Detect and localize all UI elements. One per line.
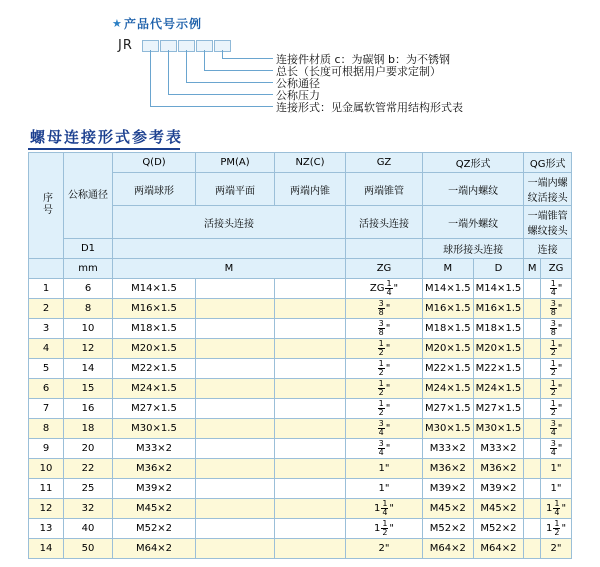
header-sub-qz-m: M: [423, 259, 474, 279]
cell-pm: [196, 279, 275, 299]
header-group-pm: PM(A): [196, 153, 275, 173]
cell-dn: 50: [64, 539, 113, 559]
cell-dn: 32: [64, 499, 113, 519]
cell-q: M30×1.5: [113, 419, 196, 439]
header-blank-2: [346, 239, 423, 259]
cell-qg-zg: 1 $\frac{1}{2}$ ": [541, 519, 572, 539]
header-group-qz: QZ形式: [423, 153, 524, 173]
diagram-label-pressure: 公称压力: [276, 89, 320, 102]
diagram-label-conn-type: 连接形式：见金属软管常用结构形式表: [276, 101, 463, 114]
code-prefix: JR: [118, 38, 133, 53]
cell-qg-m: [524, 399, 541, 419]
cell-q: M45×2: [113, 499, 196, 519]
table-row: [29, 399, 572, 419]
cell-qz-m: M22×1.5: [423, 359, 474, 379]
cell-nz: [275, 399, 346, 419]
cell-qg-zg: $\frac{3}{4}$ ": [541, 439, 572, 459]
cell-dn: 6: [64, 279, 113, 299]
cell-nz: [275, 339, 346, 359]
cell-seq: 1: [29, 279, 64, 299]
cell-qz-m: M20×1.5: [423, 339, 474, 359]
cell-gz: $\frac{1}{2}$ ": [346, 359, 423, 379]
cell-pm: [196, 539, 275, 559]
cell-nz: [275, 299, 346, 319]
header-type-pm: 两端平面: [196, 173, 275, 206]
header-type-nz: 两端内锥: [275, 173, 346, 206]
cell-dn: 20: [64, 439, 113, 459]
cell-gz: $\frac{1}{2}$ ": [346, 399, 423, 419]
cell-qg-m: [524, 339, 541, 359]
header-dn-text: 公称通径: [68, 190, 108, 201]
cell-qz-m: M18×1.5: [423, 319, 474, 339]
cell-qz-m: M27×1.5: [423, 399, 474, 419]
cell-qg-m: [524, 419, 541, 439]
cell-qz-d: M18×1.5: [473, 319, 524, 339]
cell-seq: 10: [29, 459, 64, 479]
cell-gz: ZG $\frac{1}{4}$ ": [346, 279, 423, 299]
cell-nz: [275, 439, 346, 459]
cell-nz: [275, 539, 346, 559]
cell-pm: [196, 439, 275, 459]
cell-qg-m: [524, 379, 541, 399]
cell-q: M64×2: [113, 539, 196, 559]
cell-qz-m: M45×2: [423, 499, 474, 519]
cell-gz: 2": [346, 539, 423, 559]
table-row: [29, 539, 572, 559]
cell-qg-zg: $\frac{1}{2}$ ": [541, 399, 572, 419]
cell-qz-m: M30×1.5: [423, 419, 474, 439]
header-type-qg: 一端内螺纹活接头: [524, 173, 572, 206]
cell-seq: 11: [29, 479, 64, 499]
diagram-label-material: 连接件材质 c：为碳钢 b：为不锈钢: [276, 53, 451, 66]
table-row: [29, 439, 572, 459]
cell-q: M22×1.5: [113, 359, 196, 379]
cell-qz-m: M39×2: [423, 479, 474, 499]
cell-gz: $\frac{3}{8}$ ": [346, 299, 423, 319]
cell-pm: [196, 299, 275, 319]
cell-qz-d: M64×2: [473, 539, 524, 559]
cell-dn: 10: [64, 319, 113, 339]
cell-q: M27×1.5: [113, 399, 196, 419]
cell-nz: [275, 459, 346, 479]
header-sub-zg: ZG: [346, 259, 423, 279]
header-type-qz: 一端内螺纹: [423, 173, 524, 206]
cell-q: M18×1.5: [113, 319, 196, 339]
cell-qz-d: M52×2: [473, 519, 524, 539]
cell-dn: 8: [64, 299, 113, 319]
cell-nz: [275, 279, 346, 299]
cell-qz-d: M33×2: [473, 439, 524, 459]
title-underline: [28, 148, 180, 150]
cell-q: M33×2: [113, 439, 196, 459]
cell-gz: $\frac{3}{4}$ ": [346, 419, 423, 439]
cell-qg-m: [524, 359, 541, 379]
cell-gz: $\frac{3}{8}$ ": [346, 319, 423, 339]
cell-qg-m: [524, 279, 541, 299]
header-group-qg: QG形式: [524, 153, 572, 173]
cell-seq: 4: [29, 339, 64, 359]
cell-qz-d: M39×2: [473, 479, 524, 499]
cell-q: M24×1.5: [113, 379, 196, 399]
cell-gz: $\frac{1}{2}$ ": [346, 379, 423, 399]
cell-qg-zg: $\frac{1}{4}$ ": [541, 279, 572, 299]
header-blank-1: [113, 239, 346, 259]
cell-nz: [275, 379, 346, 399]
cell-seq: 5: [29, 359, 64, 379]
cell-qg-m: [524, 479, 541, 499]
header-qz-merge: 球形接头连接: [423, 239, 524, 259]
cell-dn: 18: [64, 419, 113, 439]
header-dn: [64, 153, 113, 239]
table-body: [29, 279, 572, 559]
header-sub-qg-m: M: [524, 259, 541, 279]
cell-qg-zg: $\frac{3}{8}$ ": [541, 319, 572, 339]
cell-seq: 12: [29, 499, 64, 519]
cell-gz: $\frac{1}{2}$ ": [346, 339, 423, 359]
cell-dn: 40: [64, 519, 113, 539]
cell-qz-m: M24×1.5: [423, 379, 474, 399]
cell-qg-m: [524, 439, 541, 459]
cell-q: M36×2: [113, 459, 196, 479]
diagram-label-length: 总长（长度可根据用户要求定制）: [276, 65, 441, 78]
table-row: [29, 519, 572, 539]
header-seq: [29, 153, 64, 259]
nut-connection-table: [28, 152, 572, 559]
header-group-nz: NZ(C): [275, 153, 346, 173]
cell-qz-d: M36×2: [473, 459, 524, 479]
header-group-q: Q(D): [113, 153, 196, 173]
table-header-row-units: [29, 259, 572, 279]
cell-pm: [196, 359, 275, 379]
cell-nz: [275, 319, 346, 339]
cell-qz-m: M36×2: [423, 459, 474, 479]
cell-seq: 14: [29, 539, 64, 559]
cell-dn: 15: [64, 379, 113, 399]
header-group-gz: GZ: [346, 153, 423, 173]
cell-pm: [196, 459, 275, 479]
cell-qz-m: M33×2: [423, 439, 474, 459]
cell-seq: 6: [29, 379, 64, 399]
cell-qg-m: [524, 539, 541, 559]
cell-dn: 16: [64, 399, 113, 419]
cell-qg-zg: 1": [541, 479, 572, 499]
table-row: [29, 279, 572, 299]
cell-pm: [196, 319, 275, 339]
table-row: [29, 319, 572, 339]
product-code-diagram: [0, 0, 600, 118]
cell-q: M39×2: [113, 479, 196, 499]
header-type-q: 两端球形: [113, 173, 196, 206]
cell-qg-m: [524, 499, 541, 519]
cell-qz-d: M27×1.5: [473, 399, 524, 419]
cell-seq: 9: [29, 439, 64, 459]
diagram-title: 产品代号示例: [124, 17, 203, 31]
cell-nz: [275, 419, 346, 439]
table-row: [29, 359, 572, 379]
table-row: [29, 419, 572, 439]
cell-dn: 22: [64, 459, 113, 479]
cell-pm: [196, 379, 275, 399]
header-conn-qz: 一端外螺纹: [423, 206, 524, 239]
cell-qg-m: [524, 459, 541, 479]
cell-qz-d: M30×1.5: [473, 419, 524, 439]
cell-gz: $\frac{3}{4}$ ": [346, 439, 423, 459]
cell-pm: [196, 399, 275, 419]
table-header-row-d1: [29, 239, 572, 259]
cell-qg-zg: 1": [541, 459, 572, 479]
cell-qz-m: M52×2: [423, 519, 474, 539]
cell-pm: [196, 419, 275, 439]
table-row: [29, 479, 572, 499]
cell-qz-d: M20×1.5: [473, 339, 524, 359]
cell-qg-m: [524, 519, 541, 539]
cell-gz: 1 $\frac{1}{2}$ ": [346, 519, 423, 539]
cell-pm: [196, 339, 275, 359]
table-row: [29, 499, 572, 519]
cell-pm: [196, 479, 275, 499]
cell-nz: [275, 499, 346, 519]
header-unit-seq: [29, 259, 64, 279]
cell-seq: 8: [29, 419, 64, 439]
cell-qg-m: [524, 299, 541, 319]
header-conn-gz: 活接头连接: [346, 206, 423, 239]
cell-qg-zg: $\frac{3}{4}$ ": [541, 419, 572, 439]
cell-qz-m: M16×1.5: [423, 299, 474, 319]
cell-q: M14×1.5: [113, 279, 196, 299]
cell-qz-d: M16×1.5: [473, 299, 524, 319]
header-unit-mm: mm: [64, 259, 113, 279]
cell-qg-zg: $\frac{1}{2}$ ": [541, 359, 572, 379]
header-type-gz: 两端锥管: [346, 173, 423, 206]
leader-line-5: [150, 50, 273, 107]
table-row: [29, 379, 572, 399]
header-conn-left: 活接头连接: [113, 206, 346, 239]
cell-q: M20×1.5: [113, 339, 196, 359]
cell-gz: 1": [346, 479, 423, 499]
table-row: [29, 299, 572, 319]
header-qg-merge: 连接: [524, 239, 572, 259]
cell-qz-d: M14×1.5: [473, 279, 524, 299]
cell-qg-zg: $\frac{1}{2}$ ": [541, 339, 572, 359]
cell-dn: 14: [64, 359, 113, 379]
cell-seq: 3: [29, 319, 64, 339]
header-sub-m: M: [113, 259, 346, 279]
cell-gz: 1": [346, 459, 423, 479]
table-row: [29, 339, 572, 359]
header-seq-text: 序号: [40, 192, 52, 216]
cell-q: M52×2: [113, 519, 196, 539]
cell-pm: [196, 519, 275, 539]
diagram-label-dn: 公称通径: [276, 77, 320, 90]
cell-qz-d: M45×2: [473, 499, 524, 519]
header-d1: D1: [64, 239, 113, 259]
cell-qg-zg: 2": [541, 539, 572, 559]
cell-dn: 12: [64, 339, 113, 359]
page-title: 螺母连接形式参考表: [30, 128, 184, 146]
cell-qz-d: M24×1.5: [473, 379, 524, 399]
cell-qg-zg: $\frac{3}{8}$ ": [541, 299, 572, 319]
header-sub-qz-d: D: [473, 259, 524, 279]
table-row: [29, 459, 572, 479]
cell-seq: 2: [29, 299, 64, 319]
cell-pm: [196, 499, 275, 519]
header-sub-qg-zg: ZG: [541, 259, 572, 279]
cell-gz: 1 $\frac{1}{4}$ ": [346, 499, 423, 519]
header-conn-qg: 一端锥管螺纹接头: [524, 206, 572, 239]
cell-nz: [275, 359, 346, 379]
cell-seq: 7: [29, 399, 64, 419]
cell-qg-m: [524, 319, 541, 339]
cell-qz-m: M14×1.5: [423, 279, 474, 299]
cell-q: M16×1.5: [113, 299, 196, 319]
star-icon: ★: [112, 17, 122, 30]
cell-nz: [275, 479, 346, 499]
cell-qg-zg: $\frac{1}{2}$ ": [541, 379, 572, 399]
cell-qz-d: M22×1.5: [473, 359, 524, 379]
table-header-row-groups: [29, 153, 572, 173]
cell-qg-zg: 1 $\frac{1}{4}$ ": [541, 499, 572, 519]
cell-nz: [275, 519, 346, 539]
cell-dn: 25: [64, 479, 113, 499]
cell-qz-m: M64×2: [423, 539, 474, 559]
cell-seq: 13: [29, 519, 64, 539]
